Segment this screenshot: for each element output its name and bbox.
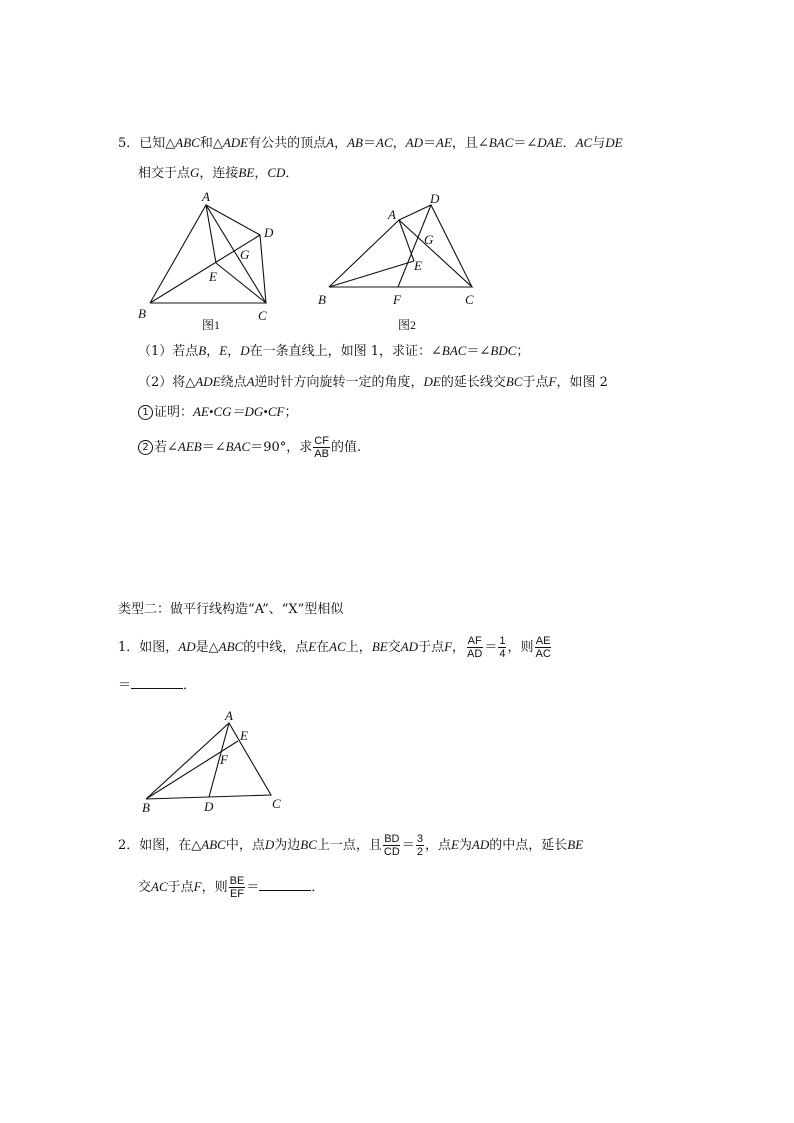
p5-question-1: （1）若点B，E，D在一条直线上，如图 1，求证：∠BAC＝∠BDC； [138,343,530,359]
answer-blank-2[interactable] [259,878,311,891]
p5-subquestion-2: 2 若∠AEB＝∠BAC＝90°，求 $\frac{CF}{AB}$ 的值. [138,432,361,463]
p5-line1: 5．已知△ABC和△ADE有公共的顶点A，AB＝AC，AD＝AE，且∠BAC＝∠DAE．AC与DE [118,135,623,151]
fig2-label-c: C [465,292,474,307]
fig1-label-b: B [138,306,146,321]
fig3-label-b: B [142,800,150,815]
fig3-label-e: E [240,728,248,743]
answer-blank-1[interactable] [131,676,183,689]
fig1-caption: 图1 [202,318,221,332]
fig1-label-d: D [264,225,274,240]
fig3-label-d: D [204,799,214,814]
fig3-label-f: F [220,752,228,767]
fig3-label-a: A [225,708,233,723]
p5-question-2: （2）将△ADE绕点A逆时针方向旋转一定的角度，DE的延长线交BC于点F，如图 2 [138,374,608,390]
fraction-be-ef: $\frac{BE}{EF}$ [229,875,245,900]
fig2-label-f: F [393,292,401,307]
fig2-label-e: E [414,258,422,273]
question-1-line2: ＝ ． [118,678,197,693]
question-2-line1: 2．如图，在△ABC中，点D为边BC上一点，且 $\frac{BD}{CD}$ ＝ $\frac{3}{2}$ ，点E为AD的中点，延长BE [118,833,584,858]
fraction-one-quarter: $\frac{1}{4}$ [499,635,506,660]
p5-subquestion-1: 1 证明：AE•CG＝DG•CF； [138,403,297,422]
fraction-cf-ab: $\frac{CF}{AB}$ [314,435,329,460]
circled-two-icon: 2 [138,440,153,455]
fig2-label-b: B [318,292,326,307]
fraction-af-ad: $\frac{AF}{AD}$ [467,635,483,660]
fig1-label-g: G [240,247,250,262]
fig2-label-g: G [424,232,434,247]
fig2-label-a: A [388,207,396,222]
section-title: 类型二：做平行线构造“A”、“X”型相似 [118,602,344,617]
figure-2-lines [329,205,472,287]
figure-3-lines [146,723,271,799]
p5-line2: 相交于点G，连接BE，CD． [138,165,299,181]
fraction-bd-cd: $\frac{BD}{CD}$ [383,833,400,858]
fraction-three-halves: $\frac{3}{2}$ [416,833,423,858]
fig3-label-c: C [272,796,281,811]
fraction-ae-ac: $\frac{AE}{AC}$ [535,635,551,660]
question-1-line1: 1．如图，AD是△ABC的中线，点E在AC上，BE交AD于点F， $\frac{AF}{AD}$ ＝ $\frac{1}{4}$ ，则 $\frac{AE}{AC}$ [118,635,551,660]
fig1-label-e: E [209,269,217,284]
fig1-label-a: A [202,189,210,204]
fig1-label-c: C [258,308,267,323]
question-2-line2: 交AC于点F，则 $\frac{BE}{EF}$ ＝ ． [138,875,325,900]
fig2-caption: 图2 [398,318,417,332]
circled-one-icon: 1 [138,405,153,420]
fig2-label-d: D [430,191,440,206]
